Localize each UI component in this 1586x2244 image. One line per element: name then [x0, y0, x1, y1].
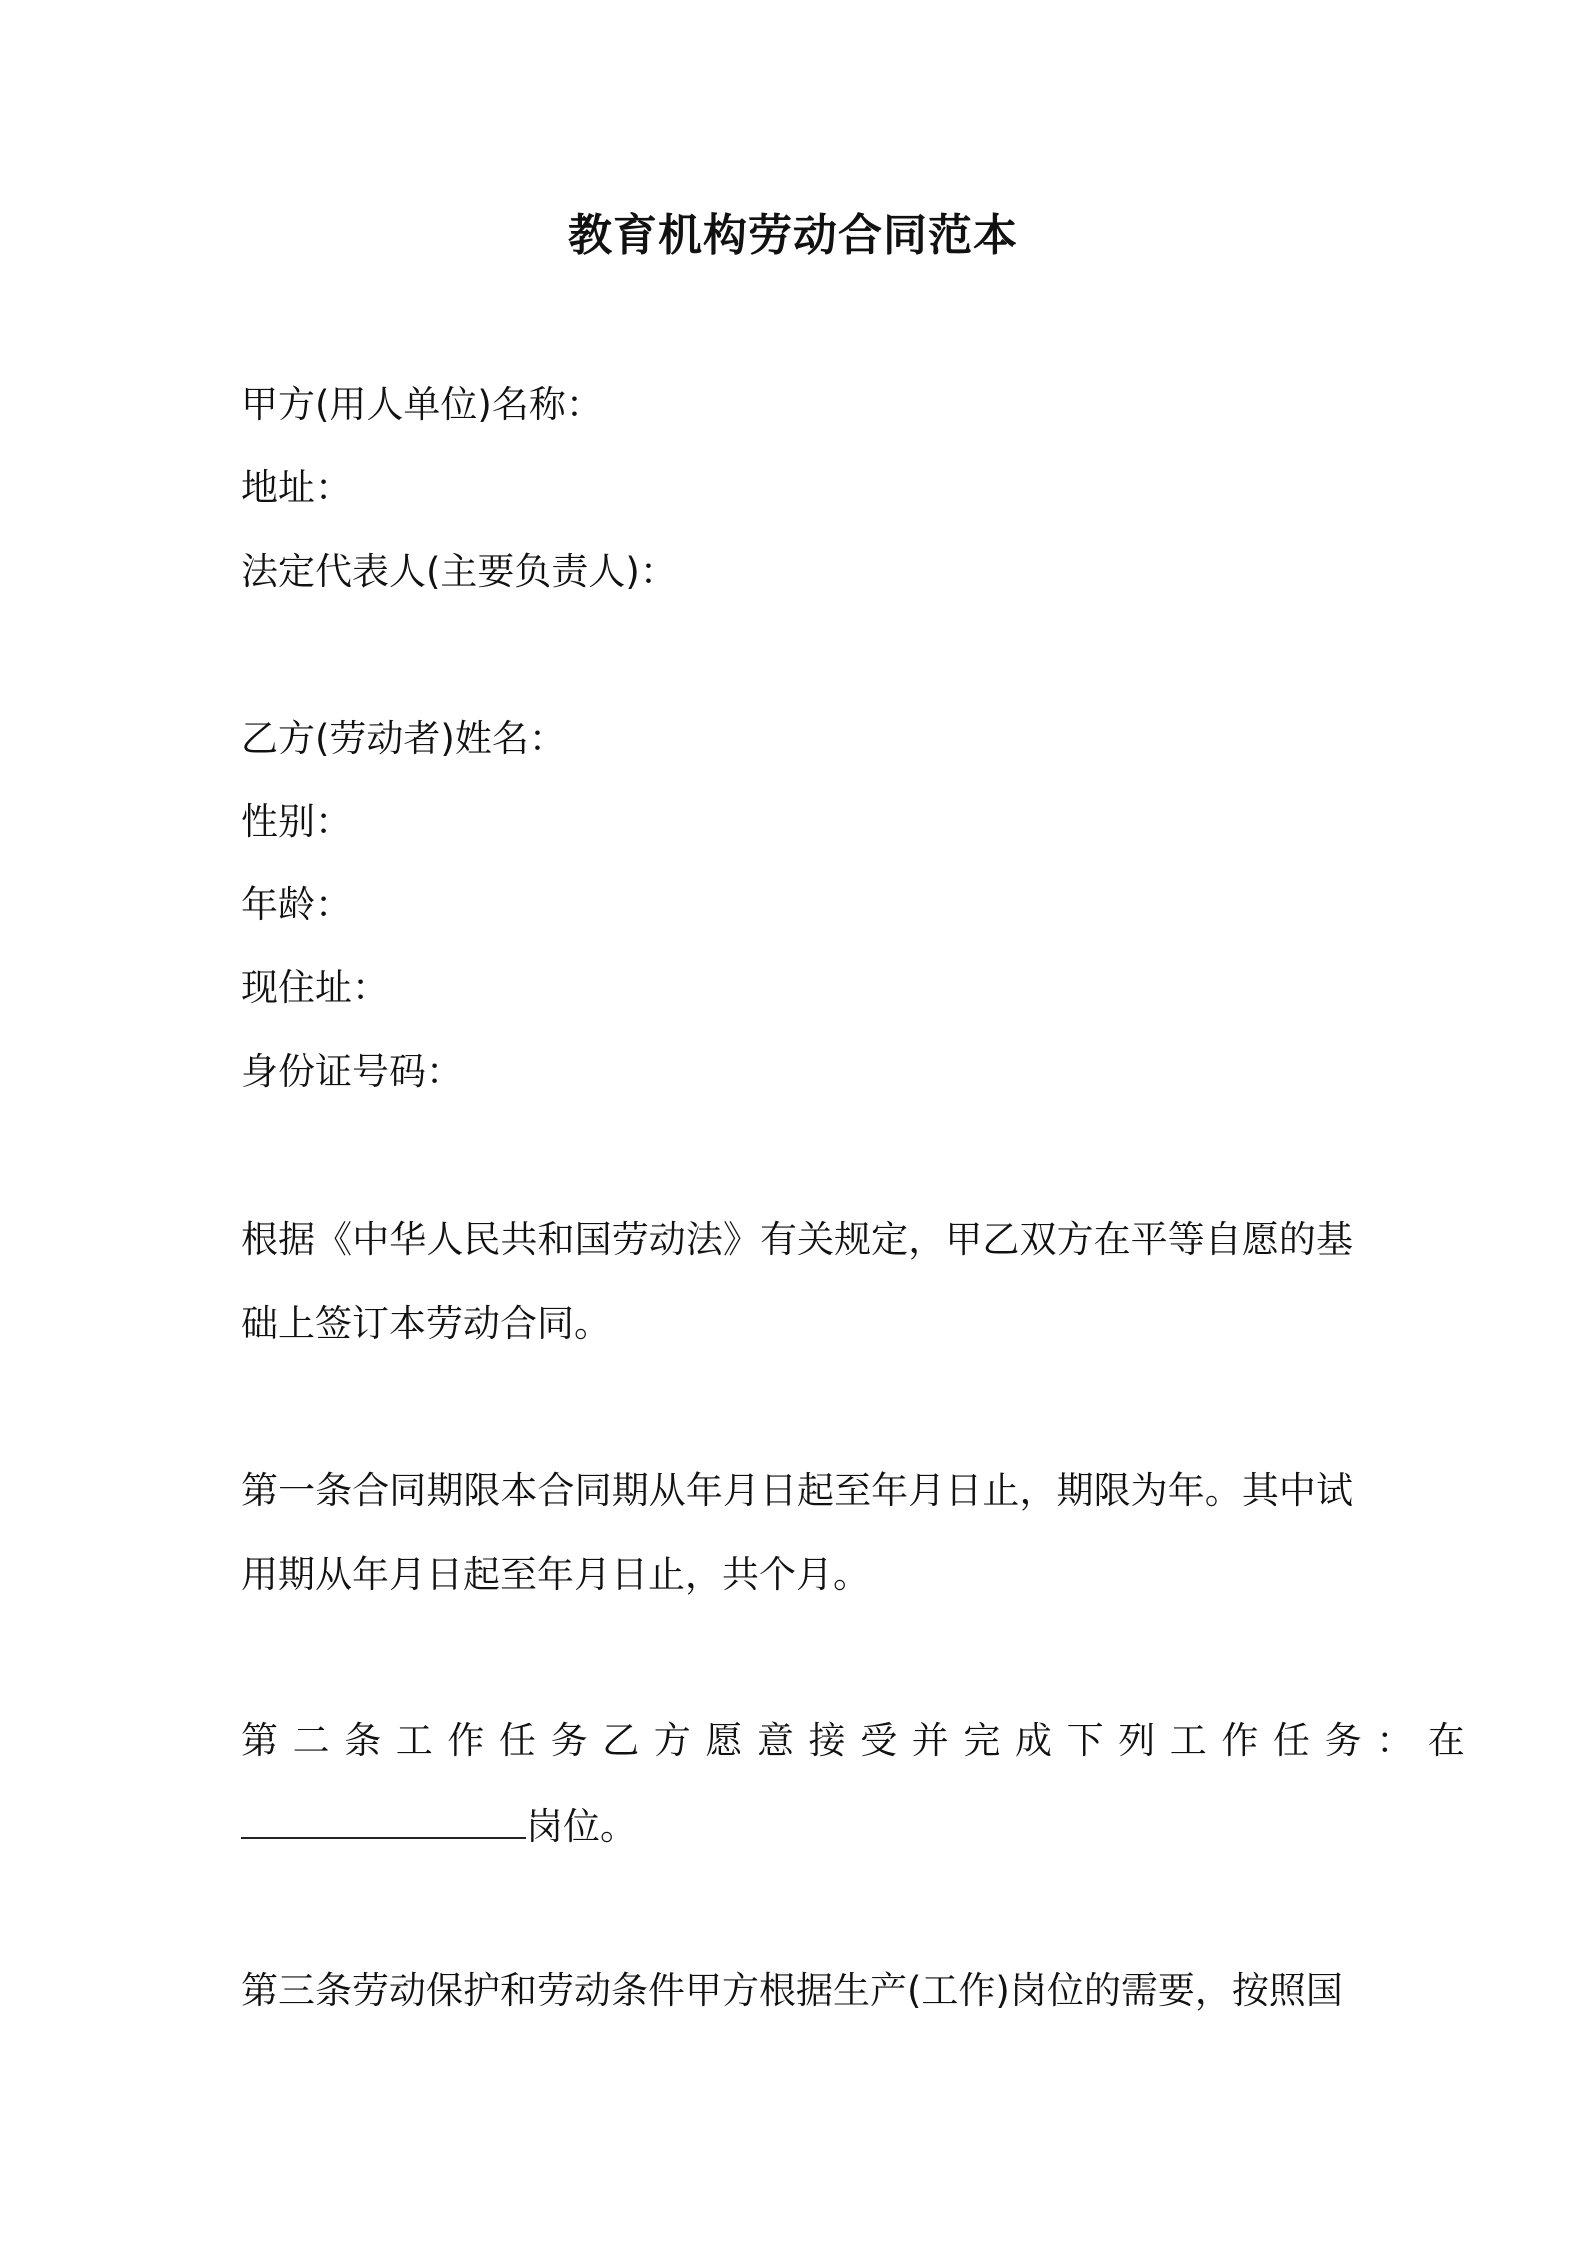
party-a-address-label: 地址：	[241, 466, 352, 509]
party-b-address-label: 现住址：	[241, 966, 389, 1009]
article-2-line-1: 第二条工作任务乙方愿意接受并完成下列工作任务：在	[241, 1719, 1480, 1762]
party-b-gender-label: 性别：	[241, 800, 352, 843]
article-2-line-2	[241, 1799, 637, 1852]
party-a-legal-rep-label: 法定代表人(主要负责人)：	[241, 550, 677, 593]
article-2-suffix: 岗位。	[526, 1805, 637, 1848]
party-b-id-label: 身份证号码：	[241, 1050, 463, 1093]
party-b-age-label: 年龄：	[241, 883, 352, 926]
party-a-name-label: 甲方(用人单位)名称：	[241, 383, 603, 426]
document-title: 教育机构劳动合同范本	[568, 210, 1018, 261]
position-blank-underline	[241, 1799, 526, 1839]
article-1-paragraph: 第一条合同期限本合同期从年月日起至年月日止，期限为年。其中试用期从年月日起至年月日止，共个月。	[241, 1469, 1353, 1596]
preamble-paragraph: 根据《中华人民共和国劳动法》有关规定，甲乙双方在平等自愿的基础上签订本劳动合同。	[241, 1218, 1353, 1345]
party-b-name-label: 乙方(劳动者)姓名：	[241, 717, 566, 760]
article-3-line-1: 第三条劳动保护和劳动条件甲方根据生产(工作)岗位的需要，按照国	[241, 1969, 1343, 2012]
